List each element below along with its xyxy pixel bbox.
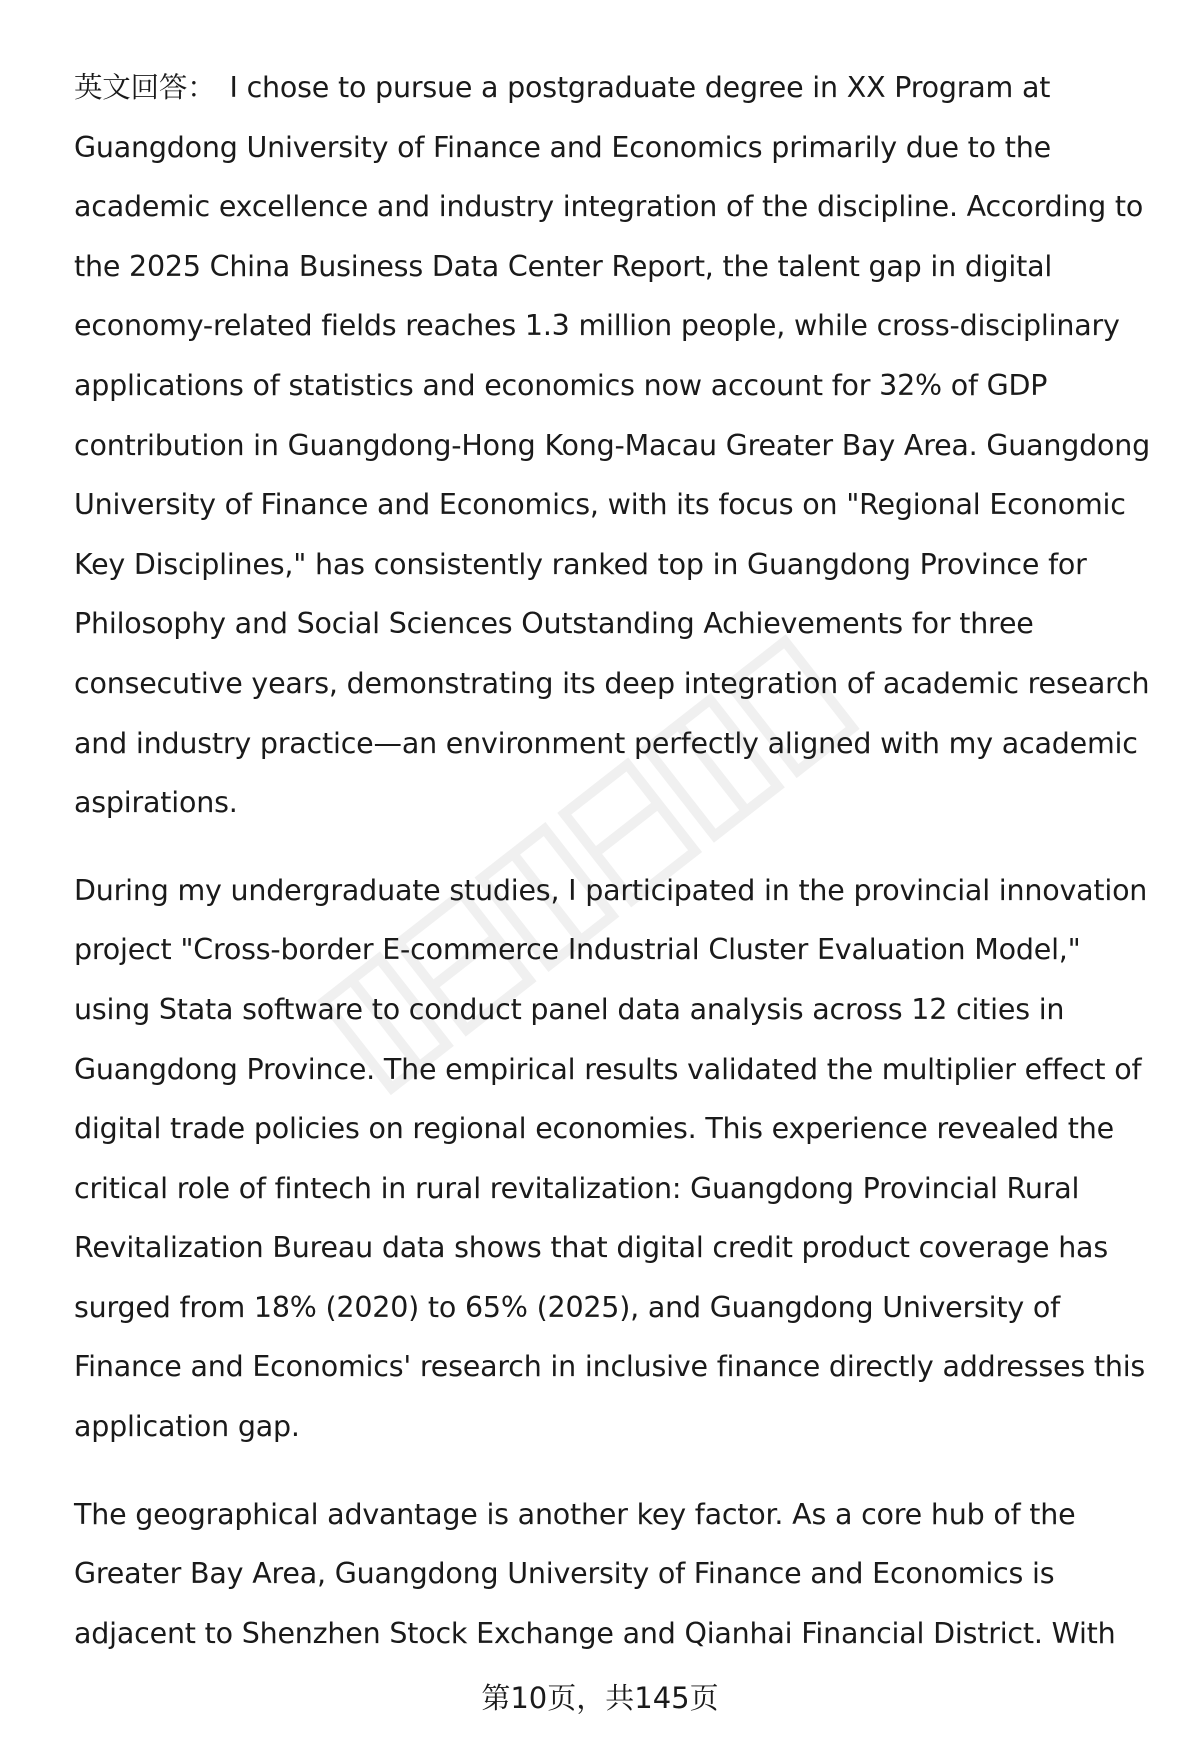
paragraph-3: The geographical advantage is another key factor. As a core hub of the Greater Bay Area, Guangdong University of Finance and Economics is adjacent to Shenzhen Stock Exchange and Qianhai Financial District. With [74,1497,1116,1650]
page-indicator: 第10页，共145页 [481,1681,719,1715]
paragraph-1-text: I chose to pursue a postgraduate degree in XX Program at Guangdong University of Finance and Economics primarily due to the academic excellence and industry integration of the discipline. According to the 2025 China Business Data Center Report, the talent gap in digital economy-related fields reaches 1.3 million people, while cross-disciplinary applications of statistics and economics now account for 32% of GDP contribution in Guangdong-Hong Kong-Macau Greater Bay Area. Guangdong University of Finance and Economics, with its focus on "Regional Economic Key Disciplines," has consistently ranked top in Guangdong Province for Philosophy and Social Sciences Outstanding Achievements for three consecutive years, demonstrating its deep integration of academic research and industry practice—an environment perfectly aligned with my academic aspirations. [74,71,1151,820]
document-body [74,58,1154,1691]
paragraph-1 [74,58,1154,833]
paragraph-2: During my undergraduate studies, I participated in the provincial innovation project "Cross-border E-commerce Industrial Cluster Evaluation Model," using Stata software to conduct panel data analysis across 12 cities in Guangdong Province. The empirical results validated the multiplier effect of digital trade policies on regional economies. This experience revealed the critical role of fintech in rural revitalization: Guangdong Provincial Rural Revitalization Bureau data shows that digital credit product coverage has surged from 18% (2020) to 65% (2025), and Guangdong University of Finance and Economics' research in inclusive finance directly addresses this application gap. [74,873,1148,1444]
answer-label: 英文回答： [74,71,216,104]
